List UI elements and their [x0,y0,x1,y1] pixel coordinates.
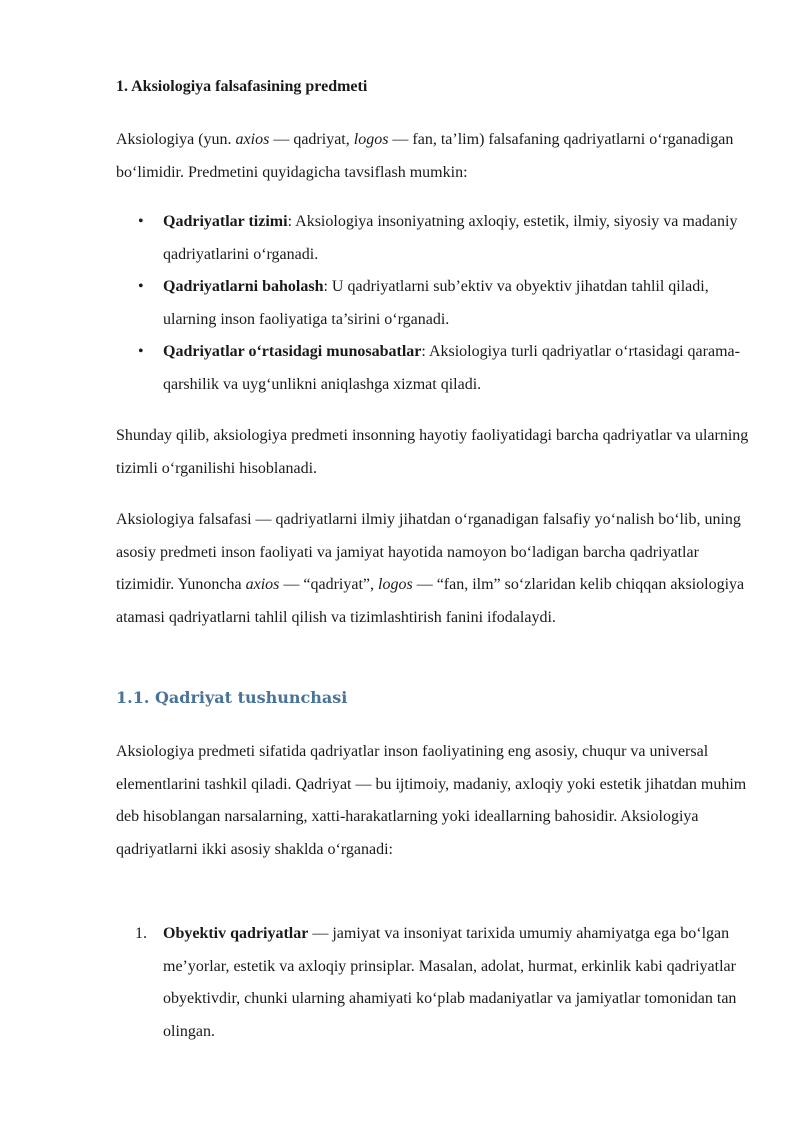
list-number: 1. [135,925,147,942]
intro-term-axios: axios [235,131,270,148]
bullet-text: : Aksiologiya insoniyatning axloqiy, estetik, ilmiy, siyosiy va madaniy qadriyatlarini o‘rganadi. [163,213,738,263]
intro-text-2: — qadriyat, [269,131,354,148]
summary-paragraph: Shunday qilib, aksiologiya predmeti insonning hayotiy faoliyatidagi barcha qadriyatlar va ularning tizimli o‘rganilishi hisoblanadi. [116,427,749,477]
list-item [116,271,756,336]
bullet-text: : U qadriyatlarni sub’ektiv va obyektiv jihatdan tahlil qiladi, ularning inson faoliyatiga ta’sirini o‘rganadi. [163,278,709,328]
intro-paragraph [116,124,756,189]
definition-term-axios: axios [245,576,280,593]
bullet-list [116,206,756,401]
definition-paragraph [116,504,756,634]
list-item [116,918,756,1048]
section-title: 1. Aksiologiya falsafasining predmeti [116,78,368,95]
subsection-title: 1.1. Qadriyat tushunchasi [116,688,348,707]
concept-paragraph: Aksiologiya predmeti sifatida qadriyatlar inson faoliyatining eng asosiy, chuqur va universal elementlarini tashkil qiladi. Qadriyat — bu ijtimoiy, madaniy, axloqiy yoki estetik jihatdan muhim deb hisoblangan narsalarning, xatti-harakatlarning yoki ideallarning bahosidir. Aksiologiya qadriyatlarni ikki asosiy shaklda o‘rganadi: [116,743,747,858]
intro-text-3: — fan, ta’lim) falsafaning qadriyatlarni o‘rganadigan bo‘limidir. Predmetini quyidagicha tavsiflash mumkin: [116,131,734,181]
bullet-term: Qadriyatlar tizimi [163,213,288,230]
intro-text-1: Aksiologiya (yun. [116,131,236,148]
bullet-term: Qadriyatlar o‘rtasidagi munosabatlar [163,343,422,360]
list-item [116,336,756,401]
list-item [116,206,756,271]
definition-text-2: — “qadriyat”, [279,576,379,593]
intro-term-logos: logos [353,131,389,148]
bullet-text: : Aksiologiya turli qadriyatlar o‘rtasidagi qarama-qarshilik va uyg‘unlikni aniqlashga xizmat qiladi. [163,343,740,393]
numbered-text: — jamiyat va insoniyat tarixida umumiy ahamiyatga ega bo‘lgan me’yorlar, estetik va axloqiy prinsiplar. Masalan, adolat, hurmat, erkinlik kabi qadriyatlar obyektivdir, chunki ularning ahamiyati ko‘plab madaniyatlar va jamiyatlar tomonidan tan olingan. [163,925,737,1040]
definition-term-logos: logos [378,576,413,593]
bullet-term: Qadriyatlarni baholash [163,278,324,295]
definition-text-3: — “fan, ilm” so‘zlaridan kelib chiqqan aksiologiya atamasi qadriyatlarni tahlil qilish va tizimlashtirish fanini ifodalaydi. [116,576,745,626]
definition-text-1: Aksiologiya falsafasi — qadriyatlarni ilmiy jihatdan o‘rganadigan falsafiy yo‘nalish bo‘lib, uning asosiy predmeti inson faoliyati va jamiyat hayotida namoyon bo‘ladigan barcha qadriyatlar tizimidir. Yunoncha [116,511,741,593]
numbered-list [116,918,756,1048]
numbered-term: Obyektiv qadriyatlar [163,925,309,942]
